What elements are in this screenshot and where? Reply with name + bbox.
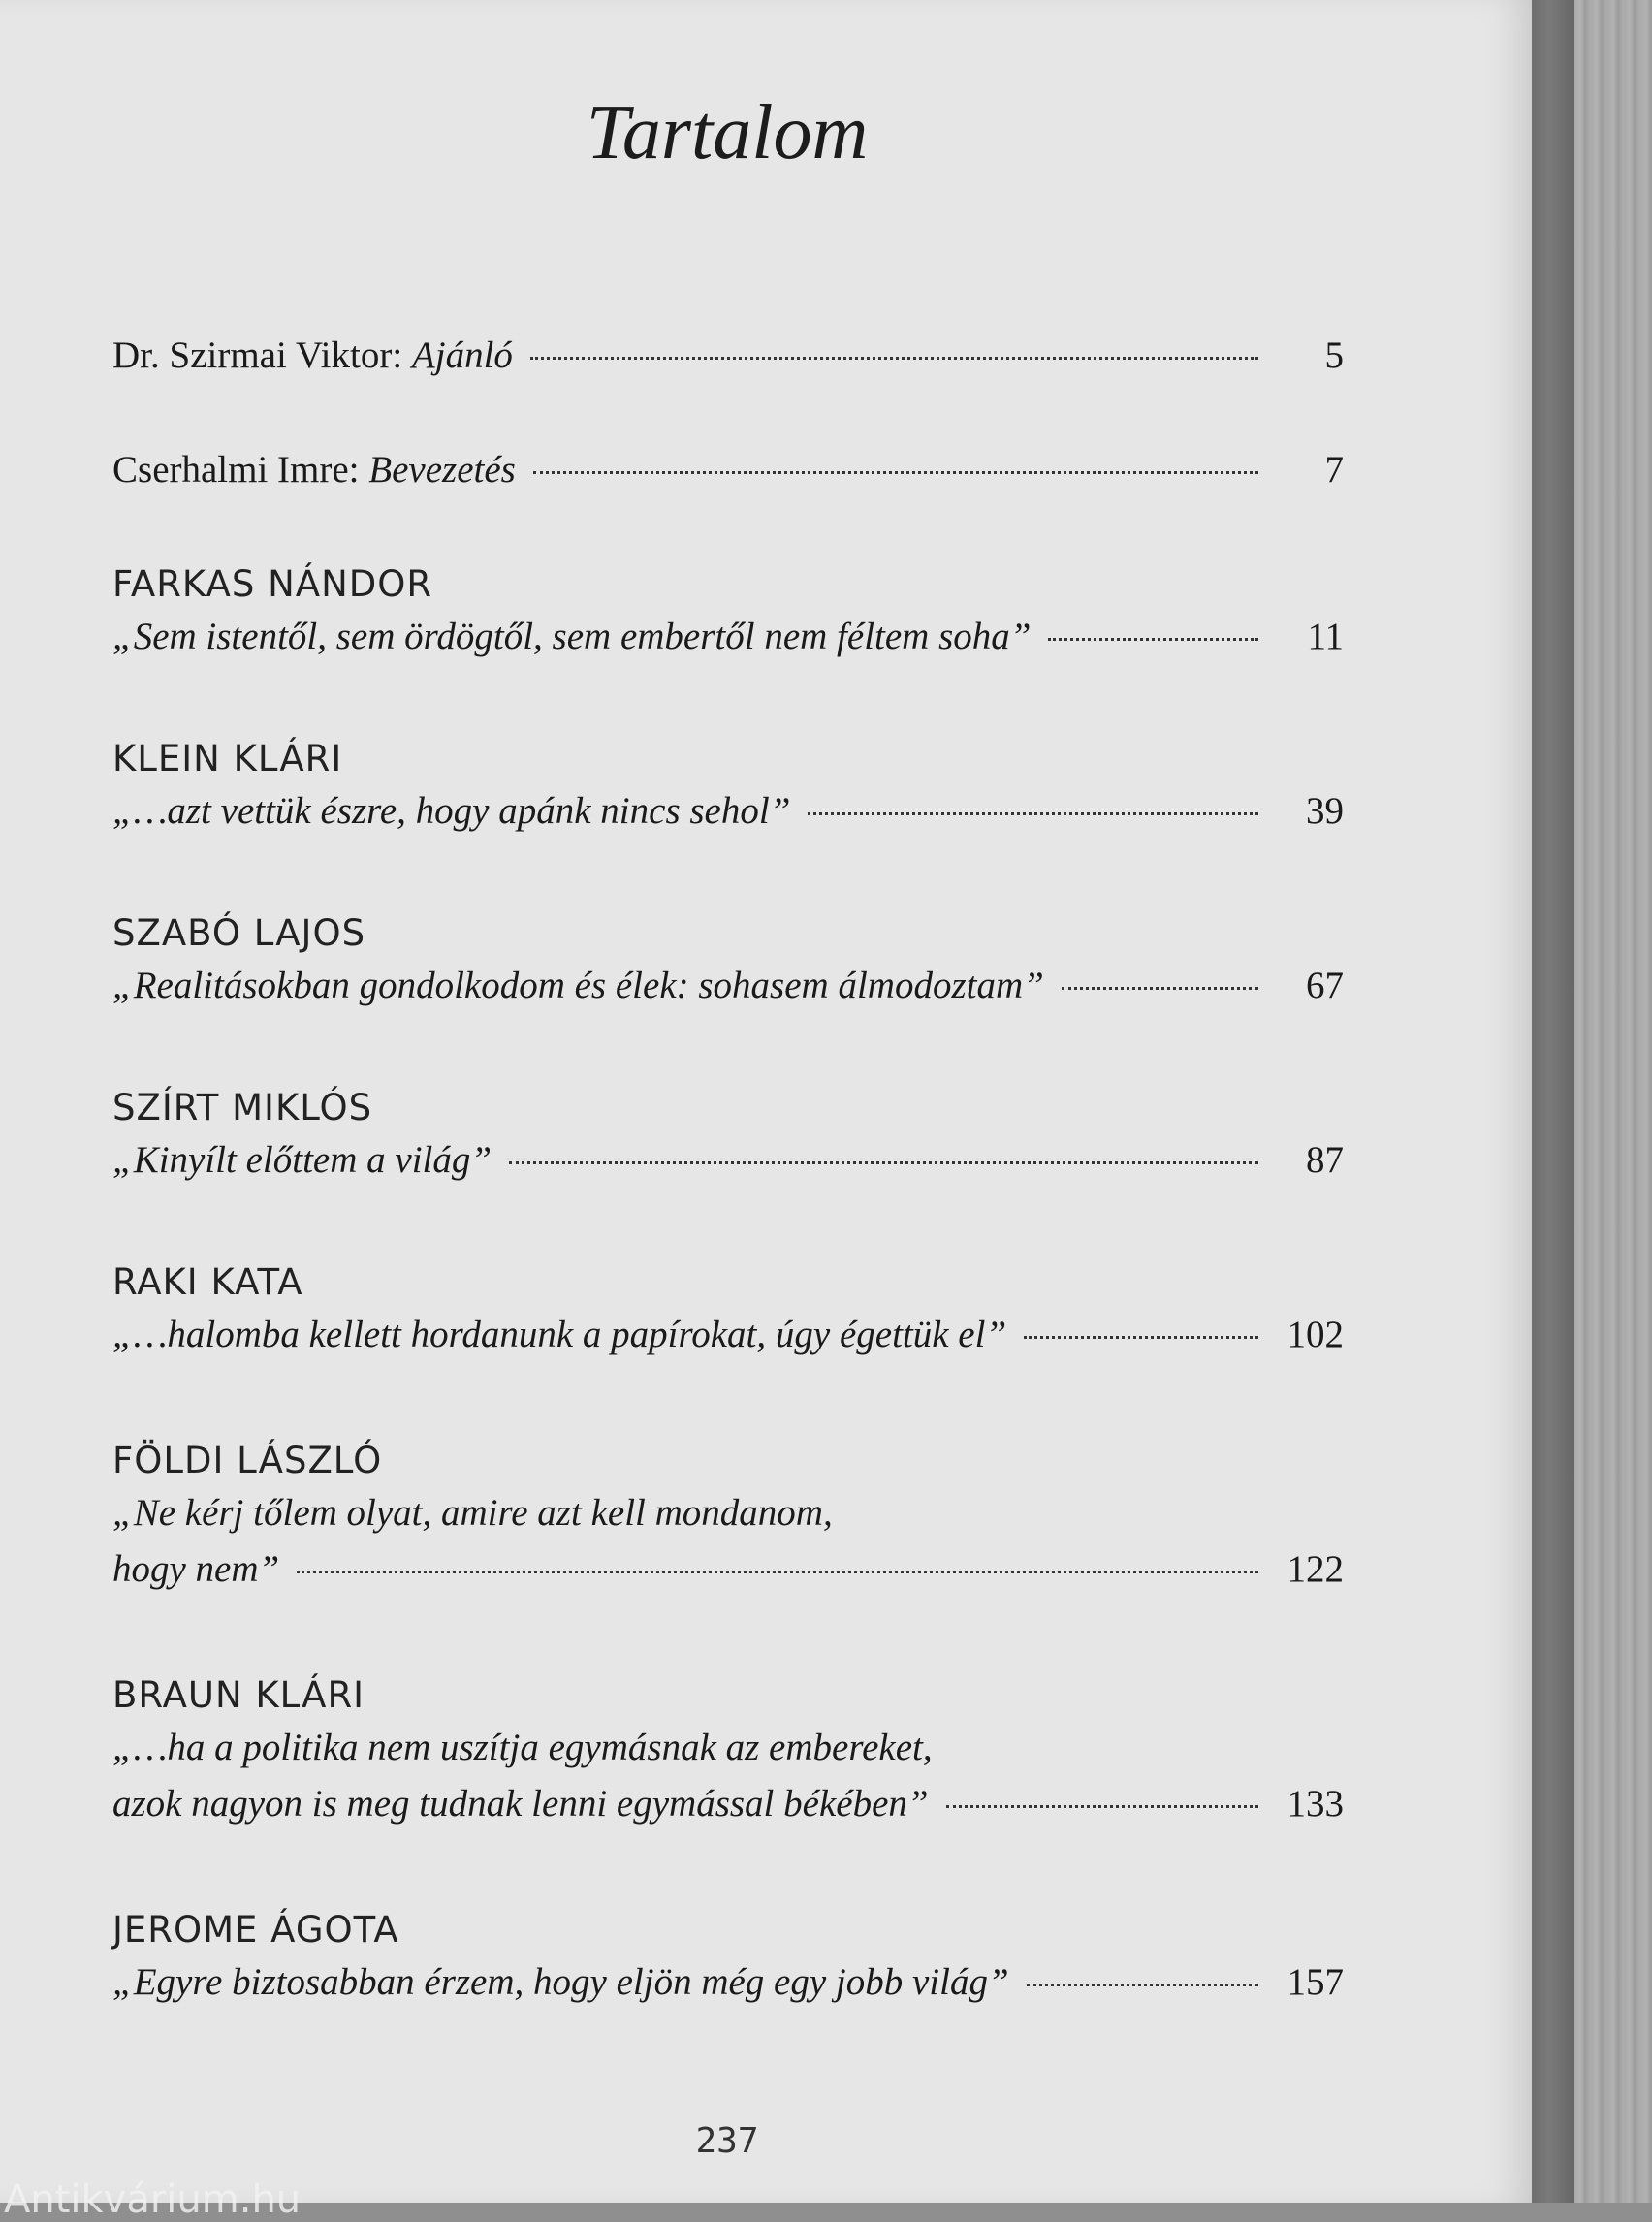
toc-entry	[112, 560, 1344, 665]
chapter-author: SZÍRT MIKLÓS	[112, 1087, 373, 1128]
toc-line	[112, 1954, 1344, 2011]
page-number: 39	[1306, 790, 1344, 832]
page-number: 5	[1324, 334, 1344, 376]
toc-entry	[112, 1671, 1344, 1832]
table-surface	[1574, 0, 1652, 2203]
leader-dots	[1048, 638, 1258, 641]
page-number: 102	[1287, 1314, 1344, 1355]
entry-title: Bevezetés	[368, 449, 516, 491]
chapter-author: FARKAS NÁNDOR	[112, 563, 433, 605]
book-edge	[1532, 0, 1574, 2203]
toc-entry	[112, 909, 1344, 1014]
entry-author: Cserhalmi Imre:	[112, 449, 360, 491]
chapter-quote: „…azt vettük észre, hogy apánk nincs sehol”	[112, 790, 791, 832]
page-number: 7	[1324, 449, 1344, 491]
toc-line	[112, 1541, 1344, 1598]
toc-line	[112, 1776, 1344, 1832]
leader-dots	[808, 812, 1258, 815]
chapter-author: RAKI KATA	[112, 1261, 303, 1303]
page-number: 87	[1306, 1139, 1344, 1181]
toc-entry	[112, 1906, 1344, 2011]
leader-dots	[1024, 1336, 1258, 1339]
toc-entry	[112, 328, 1344, 384]
toc-line	[112, 609, 1344, 665]
page-title: Tartalom	[586, 90, 869, 175]
chapter-author: KLEIN KLÁRI	[112, 738, 343, 779]
toc-line	[112, 1307, 1344, 1363]
entry-title: Ajánló	[411, 334, 513, 376]
page-number: 133	[1287, 1783, 1344, 1825]
chapter-quote: „Kinyílt előttem a világ”	[112, 1139, 492, 1181]
watermark: Antikvárium.hu	[4, 2177, 302, 2222]
chapter-quote: hogy nem”	[112, 1548, 280, 1590]
chapter-quote: „Ne kérj tőlem olyat, amire azt kell mondanom,	[112, 1492, 833, 1534]
chapter-author: BRAUN KLÁRI	[112, 1674, 365, 1716]
toc-entry	[112, 735, 1344, 840]
page-number: 67	[1306, 965, 1344, 1006]
chapter-quote: „…halomba kellett hordanunk a papírokat, úgy égettük el”	[112, 1314, 1007, 1355]
toc-entry	[112, 1084, 1344, 1189]
toc-line	[112, 958, 1344, 1014]
toc-entry	[112, 1437, 1344, 1598]
chapter-quote: „Realitásokban gondolkodom és élek: sohasem álmodoztam”	[112, 965, 1044, 1006]
leader-dots	[1062, 987, 1258, 990]
toc-entry	[112, 442, 1344, 498]
page-number: 157	[1287, 1961, 1344, 2003]
chapter-quote: „Egyre biztosabban érzem, hogy eljön még egy jobb világ”	[112, 1961, 1009, 2003]
leader-dots	[530, 357, 1258, 360]
toc-line	[112, 783, 1344, 840]
toc-line	[112, 1132, 1344, 1189]
leader-dots	[297, 1571, 1258, 1573]
chapter-quote: azok nagyon is meg tudnak lenni egymással békében”	[112, 1783, 929, 1825]
page-folio: 237	[695, 2121, 759, 2161]
chapter-quote: „Sem istentől, sem ördögtől, sem embertől nem féltem soha”	[112, 616, 1032, 657]
chapter-author: FÖLDI LÁSZLÓ	[112, 1440, 383, 1481]
leader-dots	[533, 471, 1258, 474]
toc-line	[112, 442, 1344, 498]
leader-dots	[509, 1161, 1258, 1164]
leader-dots	[1027, 1984, 1258, 1986]
chapter-quote: „…ha a politika nem uszítja egymásnak az embereket,	[112, 1727, 933, 1768]
leader-dots	[946, 1805, 1258, 1808]
chapter-author: JEROME ÁGOTA	[112, 1909, 399, 1951]
toc-entry	[112, 1258, 1344, 1363]
page-number: 122	[1287, 1548, 1344, 1590]
toc-line	[112, 328, 1344, 384]
entry-author: Dr. Szirmai Viktor:	[112, 334, 403, 376]
chapter-author: SZABÓ LAJOS	[112, 912, 366, 954]
page-number: 11	[1307, 616, 1344, 657]
